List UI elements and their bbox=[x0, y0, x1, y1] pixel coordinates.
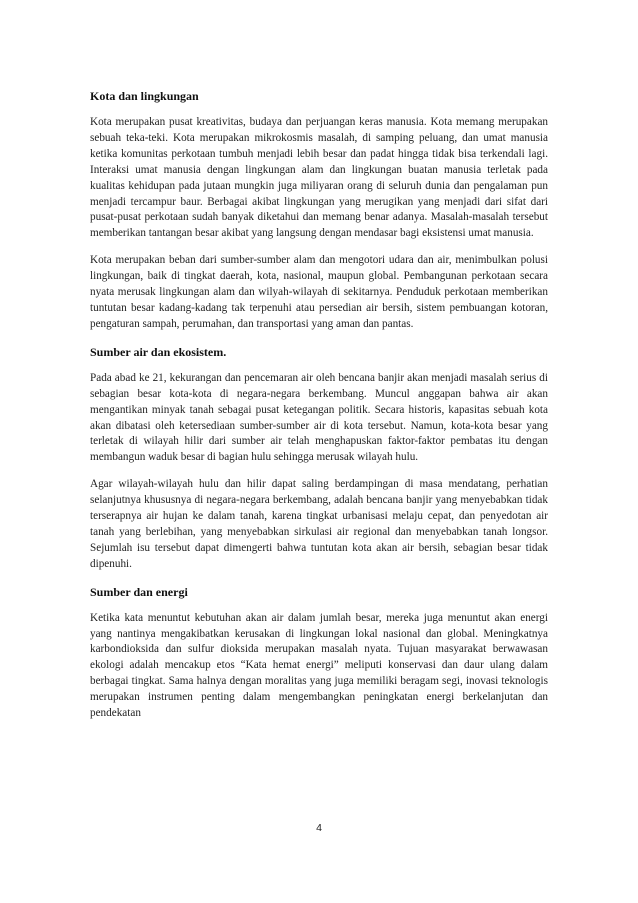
section-heading: Sumber dan energi bbox=[90, 584, 188, 599]
section-sumber-dan-energi bbox=[90, 584, 548, 722]
paragraph: Kota merupakan beban dari sumber-sumber alam dan mengotori udara dan air, menimbulkan polusi lingkungan, baik di tingkat daerah, kota, nasional, maupun global. Pembangunan perkotaan secara nyata merusak lingkungan alam dan wilyah-wilayah di sekitarnya. Penduduk perkotaan memberikan tuntutan besar kadang-kadang tak terpenuhi atau persedian air bersih, sistem pembuangan kotoran, pengaturan sampah, perumahan, dan transportasi yang aman dan pantas. bbox=[90, 254, 548, 330]
paragraph: Ketika kata menuntut kebutuhan akan air dalam jumlah besar, mereka juga menuntut akan energi yang nantinya mengakibatkan kerusakan di lingkungan lokal nasional dan global. Meningkatnya karbondioksida dan sulfur dioksida merupakan masalah nyata. Tujuan masyarakat berwawasan ekologi adalah mencakup etos “Kata hemat energi” meliputi konservasi dan daur ulang dalam berbagai tingkat. Sama halnya dengan moralitas yang juga memiliki beragam segi, inovasi teknologis merupakan instrumen penting dalam mengembangkan peningkatan energi berkelanjutan dan pendekatan bbox=[90, 611, 548, 720]
document-page bbox=[90, 88, 548, 733]
section-heading: Sumber air dan ekosistem. bbox=[90, 344, 227, 359]
section-sumber-air-dan-ekosistem bbox=[90, 344, 548, 573]
paragraph: Pada abad ke 21, kekurangan dan pencemaran air oleh bencana banjir akan menjadi masalah serius di sebagian besar kota-kota di negara-negara berkembang. Muncul anggapan bahwa air akan mengantikan minyak tanah sebagai pusat ketegangan politik. Secara historis, kapasitas sebuah kota akan dibatasi oleh ketersediaan sumber-sumber air di kota tersebut. Namun, kota-kota besar yang terletak di wilayah hilir dari sumber air telah menghapuskan faktor-faktor pembatas itu dengan membangun waduk besar di bagian hulu sehingga merusak wilayah hulu. bbox=[90, 371, 548, 464]
page-number: 4 bbox=[316, 822, 322, 834]
paragraph: Agar wilayah-wilayah hulu dan hilir dapat saling berdampingan di masa mendatang, perhatian selanjutnya khususnya di negara-negara berkembang, adalah bencana banjir yang menyebabkan tidak terserapnya air hujan ke dalam tanah, karena tingkat urbanisasi melaju cepat, dan penyedotan air tanah yang berlebihan, yang menyebabkan sirkulasi air regional dan menyebabkan tanah longsor. Sejumlah isu tersebut dapat dimengerti bahwa tuntutan kota akan air bersih, sebagian besar tidak dipenuhi. bbox=[90, 478, 548, 570]
paragraph: Kota merupakan pusat kreativitas, budaya dan perjuangan keras manusia. Kota memang merupakan sebuah teka-teki. Kota merupakan mikrokosmis masalah, di samping peluang, dan umat manusia ketika komunitas perkotaan tumbuh menjadi lebih besar dan padat hingga tidak bisa terkendali lagi. Interaksi umat manusia dengan lingkungan alam dan lingkungan buatan manusia terletak pada kualitas kehidupan pada jutaan mungkin juga miliyaran orang di seluruh dunia dan pengalaman pun menjadi tercampur baur. Berbagai akibat lingkungan yang merugikan yang menjadi dari sifat dari pusat-pusat perkotaan sudah banyak diketahui dan memang benar adanya. Masalah-masalah tersebut memberikan tantangan besar akibat yang langsung dengan mendasar bagi eksistensi umat manusia. bbox=[90, 116, 548, 240]
section-kota-dan-lingkungan bbox=[90, 88, 548, 333]
section-heading: Kota dan lingkungan bbox=[90, 89, 199, 103]
